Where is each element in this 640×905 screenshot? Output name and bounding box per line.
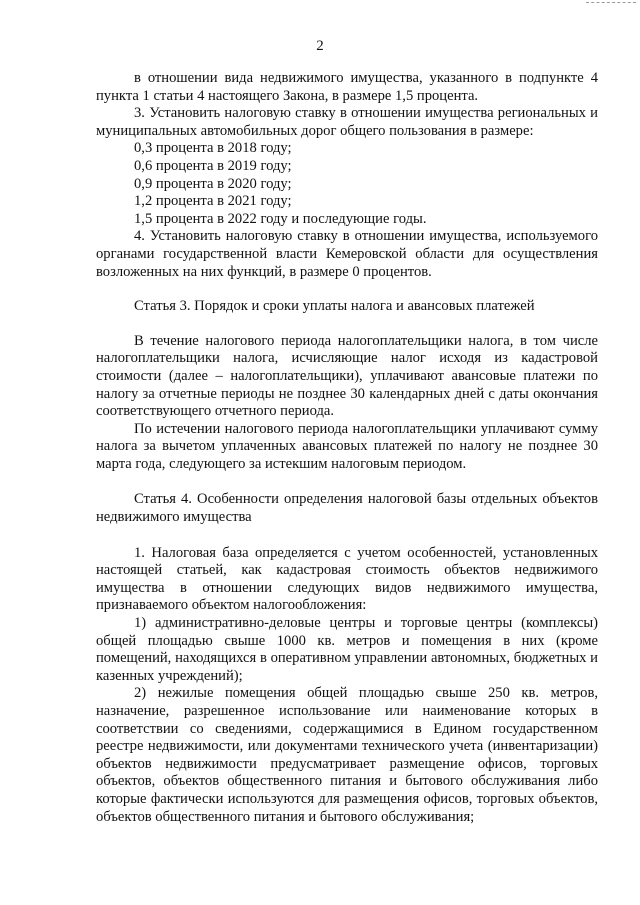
scan-edge-mark: [586, 2, 636, 3]
paragraph-tax-base: 1. Налоговая база определяется с учетом особенностей, установленных настоящей статьей, как кадастровая стоимость объектов недвижимого имущества в отношении следующих видов недвижимого имущества, признаваемого объектом налогообложения:: [96, 544, 598, 614]
paragraph-item-3: 3. Установить налоговую ставку в отношении имущества региональных и муниципальных автомобильных дорог общего пользования в размере:: [96, 105, 598, 139]
spacer: [96, 527, 598, 545]
spacer: [96, 281, 598, 298]
paragraph-subitem-1: 1) административно-деловые центры и торговые центры (комплексы) общей площадью свыше 1000 кв. метров и помещения в них (кроме помещений, находящихся в оперативном управлении автономных, бюджетных и казенных учреждений);: [96, 615, 598, 684]
paragraph-subitem-2: 2) нежилые помещения общей площадью свыше 250 кв. метров, назначение, разрешенное использование или наименование которых в соответствии со сведениями, содержащимися в Едином государственном реестре недвижимости, или документами технического учета (инвентаризации) объектов недвижимости предусматривает размещение офисов, торговых объектов, объектов общественного питания и бытового обслуживания либо которые фактически используются для размещения офисов, торговых объектов, объектов общественного питания и бытового обслуживания;: [96, 685, 598, 825]
rate-list-item: 1,5 процента в 2022 году и последующие годы.: [134, 210, 427, 227]
paragraph-item-4: 4. Установить налоговую ставку в отношении имущества, используемого органами государственной власти Кемеровской области для осуществления возложенных на них функций, в размере 0 процентов.: [96, 228, 598, 280]
paragraph-advance-payments: В течение налогового периода налогоплательщики налога, в том числе налогоплательщики налога, исчисляющие налог исходя из кадастровой стоимости (далее – налогоплательщики), уплачивают авансовые платежи по налогу за отчетные периоды не позднее 30 календарных дней с даты окончания соответствующего отчетного периода.: [96, 332, 598, 420]
spacer: [96, 473, 598, 491]
rate-list-item: 1,2 процента в 2021 году;: [134, 193, 292, 210]
page-number: 2: [316, 38, 324, 54]
paragraph-continuation: в отношении вида недвижимого имущества, указанного в подпункте 4 пункта 1 статьи 4 настоящего Закона, в размере 1,5 процента.: [96, 70, 598, 104]
article-3-heading: Статья 3. Порядок и сроки уплаты налога и авансовых платежей: [134, 298, 535, 315]
paragraph-tax-payment: По истечении налогового периода налогоплательщики уплачивают сумму налога за вычетом уплаченных авансовых платежей по налогу не позднее 30 марта года, следующего за истекшим налоговым периодом.: [96, 420, 598, 472]
document-body: [96, 70, 598, 826]
rate-list-item: 0,9 процента в 2020 году;: [134, 175, 292, 192]
rate-list-item: 0,3 процента в 2018 году;: [134, 140, 292, 157]
spacer: [96, 316, 598, 333]
article-4-heading: Статья 4. Особенности определения налоговой базы отдельных объектов недвижимого имущества: [96, 491, 598, 526]
rate-list-item: 0,6 процента в 2019 году;: [134, 157, 292, 174]
